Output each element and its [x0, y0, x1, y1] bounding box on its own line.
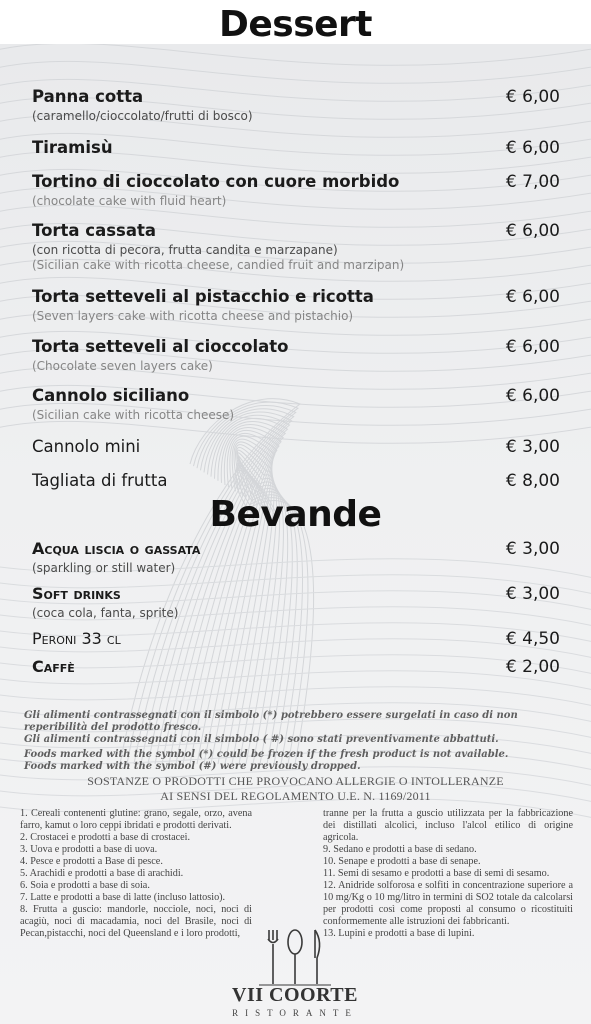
item-description: (Sicilian cake with ricotta cheese, candied fruit and marzipan): [32, 258, 405, 272]
item-name: Tiramisù: [32, 138, 113, 157]
item-price: € 6,00: [505, 87, 560, 107]
note-line: Foods marked with the symbol (#) were previously dropped.: [24, 761, 361, 772]
note-line: Gli alimenti contrassegnati con il simbolo ( #) sono stati preventivamente abbattuti.: [24, 734, 499, 745]
allergen-entry: 3. Uova e prodotti a base di uova.: [20, 844, 158, 855]
allergen-entry: 1. Cereali contenenti glutine: grano, segale, orzo, avena farro, kamut o loro ceppi ibridati e prodotti derivati.: [20, 808, 252, 831]
menu-item: [32, 172, 560, 208]
item-name: Peroni 33 cl: [32, 629, 121, 648]
item-description: (sparkling or still water): [32, 561, 176, 575]
item-price: € 6,00: [505, 138, 560, 158]
allergen-entry: 5. Arachidi e prodotti a base di arachidi.: [20, 868, 184, 879]
bevande-title: Bevande: [209, 494, 382, 535]
logo-subtitle: RISTORANTE: [232, 1008, 358, 1018]
allergen-entry: 13. Lupini e prodotti a base di lupini.: [323, 928, 475, 939]
logo-name: VII COORTE: [232, 984, 358, 1006]
menu-item: [32, 138, 560, 158]
item-name: Caffè: [32, 657, 75, 676]
item-price: € 2,00: [505, 657, 560, 677]
menu-item: [32, 471, 560, 491]
item-description: (Chocolate seven layers cake): [32, 359, 213, 373]
allergen-entry: 2. Crostacei e prodotti a base di crostacei.: [20, 832, 191, 843]
allergens-title-line: AI SENSI DEL REGOLAMENTO U.E. N. 1169/2011: [160, 789, 431, 803]
allergen-entry: 11. Semi di sesamo e prodotti a base di semi di sesamo.: [323, 868, 550, 879]
item-name: Cannolo mini: [32, 437, 141, 456]
allergens-title-line: SOSTANZE O PRODOTTI CHE PROVOCANO ALLERGIE O INTOLLERANZE: [87, 774, 504, 788]
item-price: € 6,00: [505, 221, 560, 241]
item-name: Torta setteveli al pistacchio e ricotta: [32, 287, 374, 306]
item-price: € 3,00: [505, 539, 560, 559]
menu-item: [32, 657, 560, 677]
item-name: Panna cotta: [32, 87, 144, 106]
allergens-right-column: [323, 808, 573, 940]
allergen-entry: 8. Frutta a guscio: mandorle, nocciole, noci, noci di acagiù, noci di macadamia, noci del Brasile, noci di Pecan,pistacchi, noci del Queensland e i loro prodotti,: [20, 904, 252, 939]
item-price: € 6,00: [505, 337, 560, 357]
item-description: (con ricotta di pecora, frutta candita e marzapane): [32, 243, 338, 257]
item-price: € 3,00: [505, 437, 560, 457]
allergen-entry: 7. Latte e prodotti a base di latte (incluso lattosio).: [20, 892, 226, 903]
item-price: € 3,00: [505, 584, 560, 604]
restaurant-logo: [200, 928, 390, 1024]
allergen-entry: 12. Anidride solforosa e solfiti in concentrazione superiore a 10 mg/Kg o 10 mg/litro in termini di SO2 totale da calcolarsi per prodotti così come proposti al consumo o ricostituiti conformemente alle istruzioni dei fabbricanti.: [323, 880, 573, 927]
menu-item: [32, 337, 560, 373]
allergen-entry: tranne per la frutta a guscio utilizzata per la fabbricazione dei distillati alcolici, incluso l'alcol etilico di origine agricola.: [323, 808, 573, 843]
menu-item: [32, 87, 560, 123]
menu-item: [32, 584, 560, 620]
cutlery-icon: [255, 928, 335, 986]
item-name: Cannolo siciliano: [32, 386, 190, 405]
menu-item: [32, 386, 560, 422]
allergen-entry: 4. Pesce e prodotti a Base di pesce.: [20, 856, 163, 867]
item-description: (caramello/cioccolato/frutti di bosco): [32, 109, 253, 123]
item-description: (chocolate cake with fluid heart): [32, 194, 227, 208]
item-name: Tagliata di frutta: [32, 471, 168, 490]
allergens-left-column: [20, 808, 252, 940]
item-price: € 4,50: [505, 629, 560, 649]
note-line: Gli alimenti contrassegnati con il simbolo (*) potrebbero essere surgelati in caso di non reperibilità del prodotto fresco.: [24, 710, 518, 733]
note-line: Foods marked with the symbol (*) could be frozen if the fresh product is not available.: [24, 749, 509, 760]
frozen-notes: [24, 710, 564, 773]
menu-item: [32, 629, 560, 649]
allergen-entry: 6. Soia e prodotti a base di soia.: [20, 880, 150, 891]
item-description: (Seven layers cake with ricotta cheese and pistachio): [32, 309, 354, 323]
allergens-title: [40, 774, 551, 804]
item-description: (Sicilian cake with ricotta cheese): [32, 408, 235, 422]
item-name: Acqua liscia o gassata: [32, 539, 201, 558]
dessert-title: Dessert: [218, 4, 373, 45]
menu-item: [32, 221, 560, 272]
allergen-entry: 9. Sedano e prodotti a base di sedano.: [323, 844, 477, 855]
item-price: € 6,00: [505, 386, 560, 406]
item-description: (coca cola, fanta, sprite): [32, 606, 179, 620]
item-name: Torta setteveli al cioccolato: [32, 337, 289, 356]
item-price: € 7,00: [505, 172, 560, 192]
menu-item: [32, 539, 560, 575]
allergen-entry: 10. Senape e prodotti a base di senape.: [323, 856, 481, 867]
item-name: Tortino di cioccolato con cuore morbido: [32, 172, 400, 191]
item-name: Torta cassata: [32, 221, 157, 240]
item-price: € 8,00: [505, 471, 560, 491]
item-price: € 6,00: [505, 287, 560, 307]
item-name: Soft drinks: [32, 584, 121, 603]
menu-item: [32, 287, 560, 323]
menu-item: [32, 437, 560, 457]
